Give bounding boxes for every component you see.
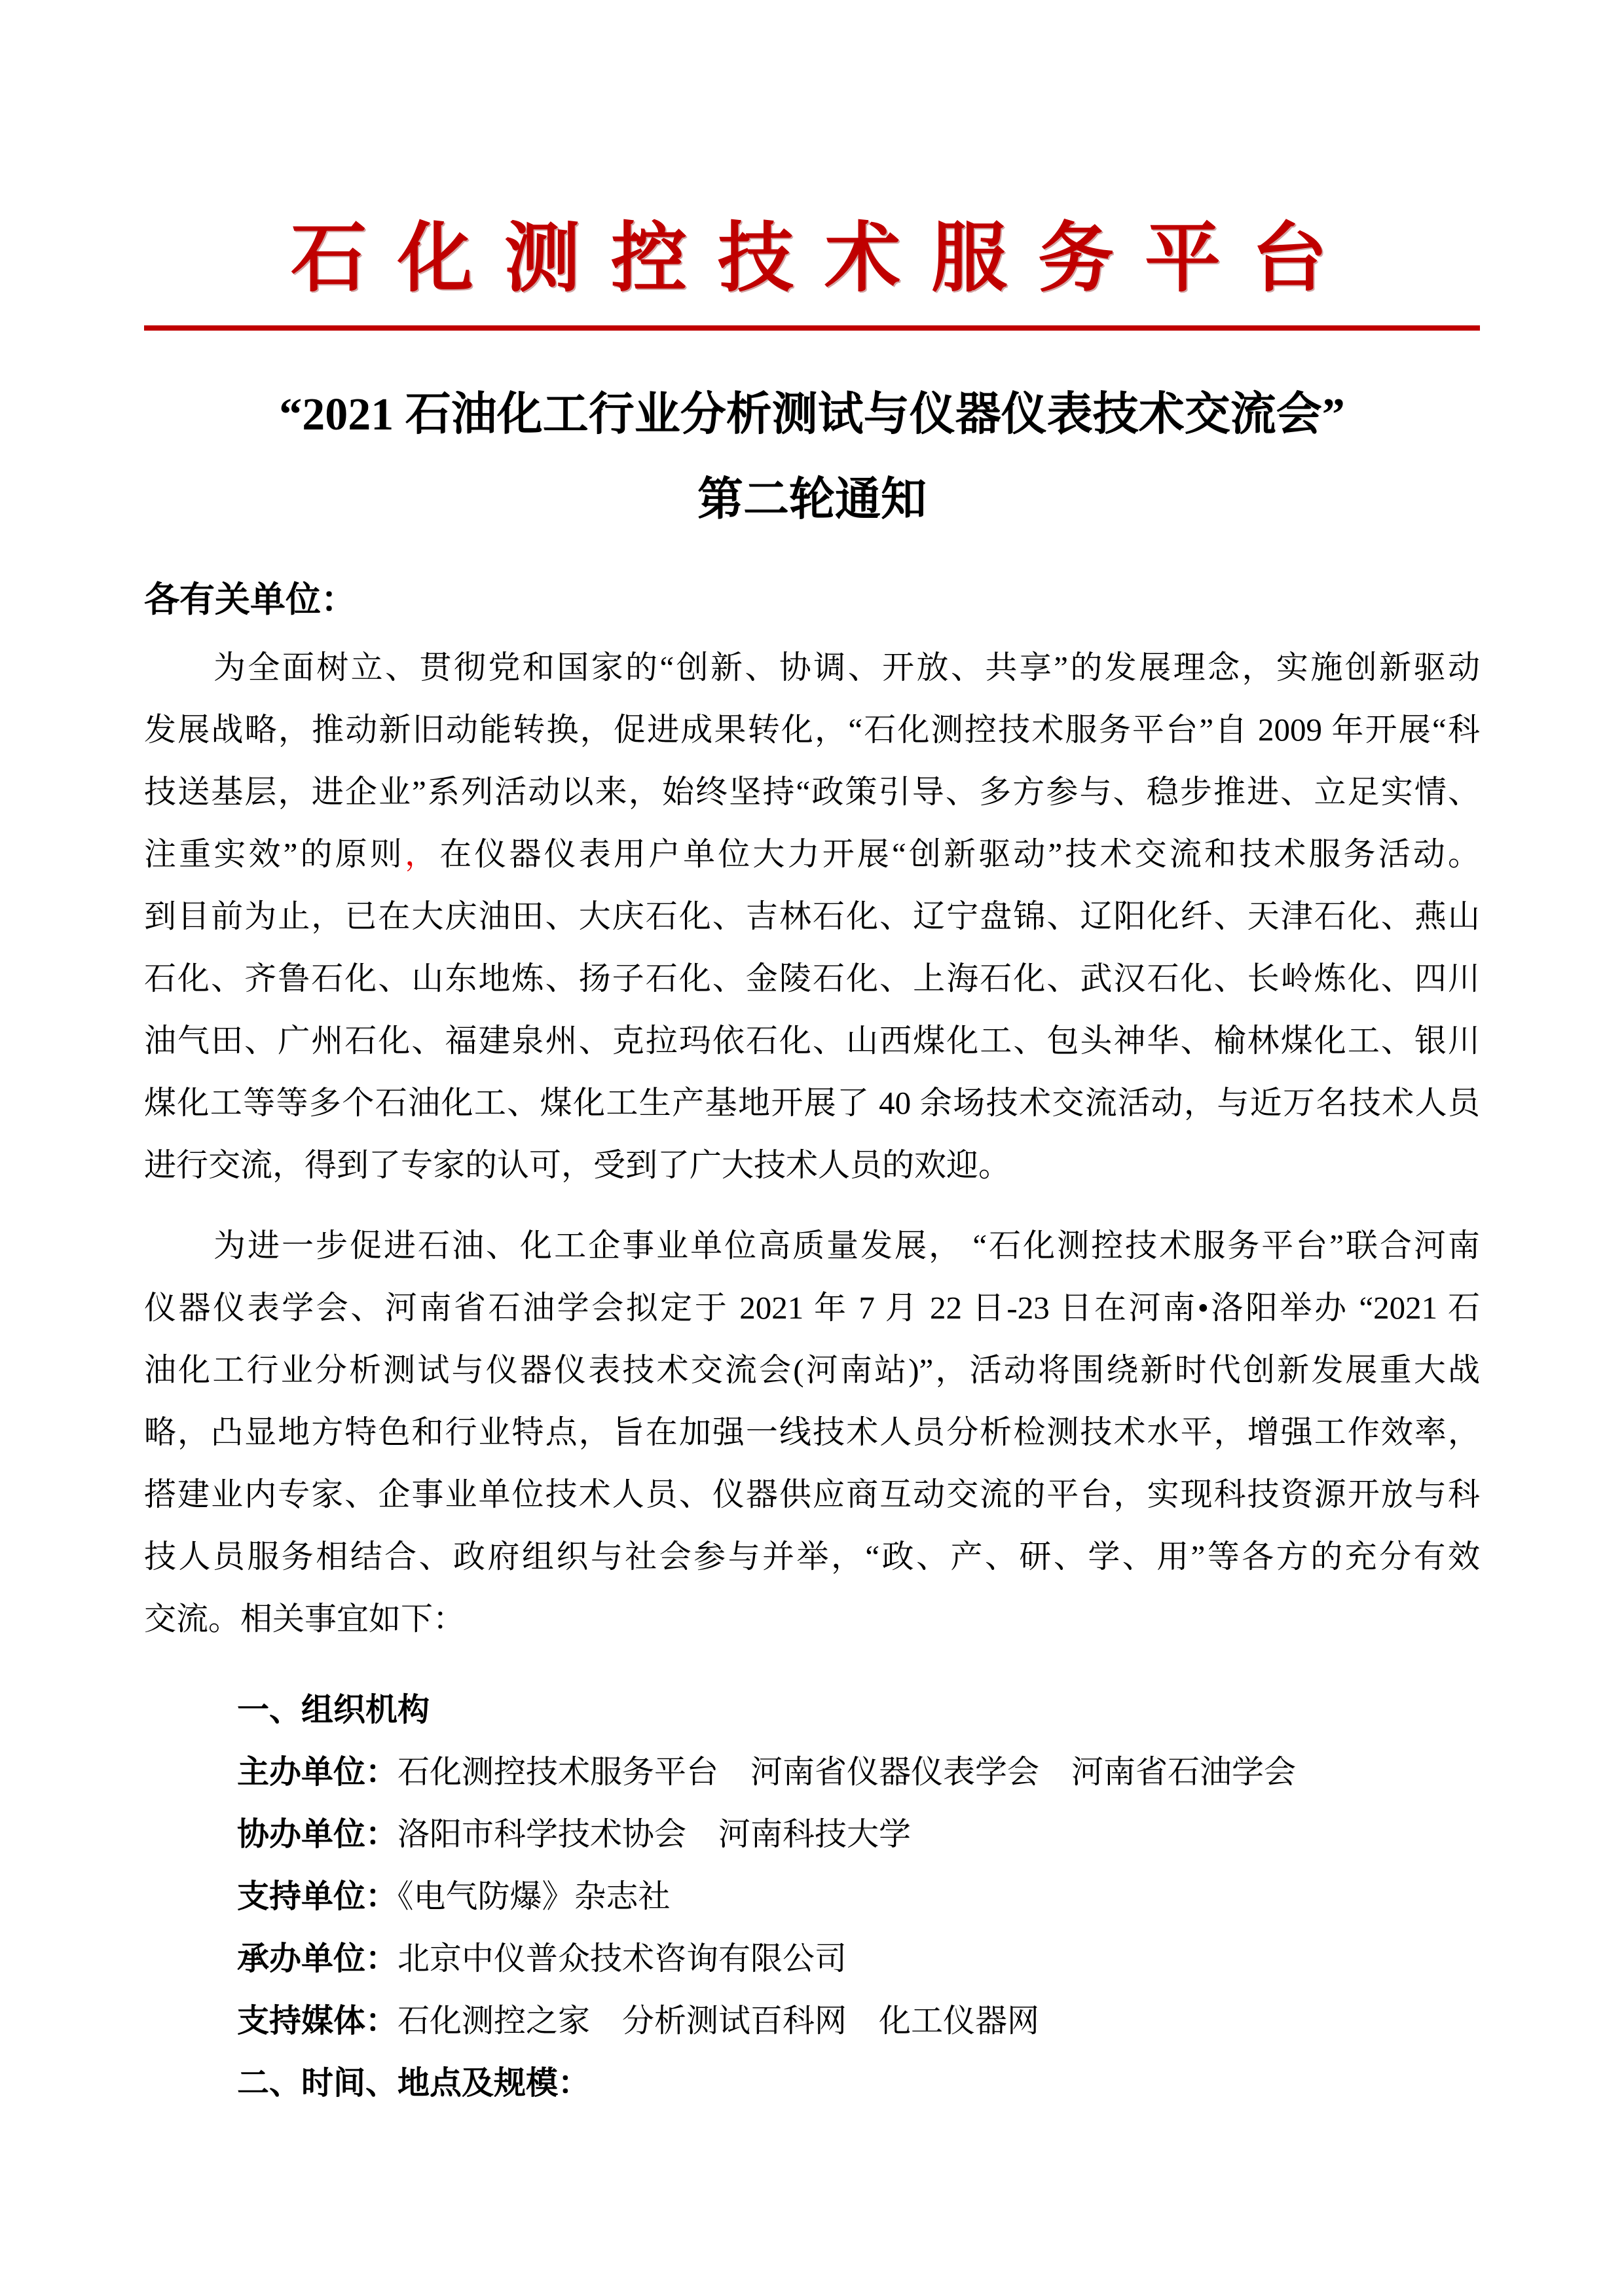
org-label: 支持单位： (237, 1878, 398, 1914)
body-line-segment: 在仪器仪表用户单位大力开展“创新驱动”技术交流和技术服务活动。 (439, 835, 1481, 872)
notice-title-line-1: “2021 石油化工行业分析测试与仪器仪表技术交流会” (279, 390, 1345, 441)
red-comma: ， (404, 835, 440, 872)
document-body (144, 373, 1480, 2113)
section-1-heading: 一、组织机构 (237, 1691, 430, 1728)
organization-section (237, 1679, 1480, 2114)
body-line: 石化、齐鲁石化、山东地炼、扬子石化、金陵石化、上海石化、武汉石化、长岭炼化、四川 (144, 960, 1480, 996)
body-line: 发展战略，推动新旧动能转换，促进成果转化，“石化测控技术服务平台”自 2009 年开展“科 (144, 711, 1480, 748)
body-line: 交流。相关事宜如下： (144, 1600, 466, 1637)
org-value: 石化测控之家 分析测试百科网 化工仪器网 (397, 2002, 1040, 2039)
org-value: 《电气防爆》杂志社 (397, 1878, 671, 1914)
body-line: 油化工行业分析测试与仪器仪表技术交流会(河南站)”，活动将围绕新时代创新发展重大战 (144, 1351, 1480, 1388)
org-value: 石化测控技术服务平台 河南省仪器仪表学会 河南省石油学会 (397, 1753, 1297, 1790)
notice-title-line-2: 第二轮通知 (697, 475, 927, 526)
body-line: 仪器仪表学会、河南省石油学会拟定于 2021 年 7 月 22 日-23 日在河南•洛阳举办 “2021 石 (144, 1289, 1480, 1326)
org-row-host (237, 1741, 1480, 1803)
letterhead-title: 石 化 测 控 技 术 服 务 平 台 (291, 217, 1333, 301)
body-line: 技送基层，进企业”系列活动以来，始终坚持“政策引导、多方参与、稳步推进、立足实情、 (144, 773, 1480, 810)
letterhead (0, 216, 1624, 331)
salutation: 各有关单位： (144, 580, 356, 620)
org-row-undertaker (237, 1927, 1480, 1990)
org-label: 主办单位： (237, 1753, 398, 1790)
body-line: 到目前为止，已在大庆油田、大庆石化、吉林石化、辽宁盘锦、辽阳化纤、天津石化、燕山 (144, 898, 1480, 934)
body-line: 略，凸显地方特色和行业特点，旨在加强一线技术人员分析检测技术水平，增强工作效率， (144, 1413, 1480, 1450)
body-line: 技人员服务相结合、政府组织与社会参与并举，“政、产、研、学、用”等各方的充分有效 (144, 1538, 1480, 1575)
paragraph-2 (144, 1214, 1480, 1650)
org-value: 北京中仪普众技术咨询有限公司 (397, 1940, 847, 1977)
body-line-segment: 注重实效”的原则 (144, 835, 405, 872)
letterhead-rule (144, 325, 1480, 331)
org-value: 洛阳市科学技术协会 河南科技大学 (397, 1815, 912, 1852)
org-label: 支持媒体： (237, 2002, 398, 2039)
body-line: 为全面树立、贯彻党和国家的“创新、协调、开放、共享”的发展理念，实施创新驱动 (213, 649, 1480, 685)
paragraph-1 (144, 636, 1480, 1196)
body-line: 搭建业内专家、企事业单位技术人员、仪器供应商互动交流的平台，实现科技资源开放与科 (144, 1476, 1480, 1512)
org-row-supporting-media (237, 1990, 1480, 2052)
body-line (144, 823, 1480, 885)
body-line: 为进一步促进石油、化工企事业单位高质量发展， “石化测控技术服务平台”联合河南 (213, 1227, 1480, 1264)
org-row-coorganizer (237, 1803, 1480, 1865)
body-line: 进行交流，得到了专家的认可，受到了广大技术人员的欢迎。 (144, 1146, 1011, 1183)
body-line: 煤化工等等多个石油化工、煤化工生产基地开展了 40 余场技术交流活动，与近万名技术人员 (144, 1084, 1480, 1121)
org-row-supporting-unit (237, 1865, 1480, 1927)
body-line: 油气田、广州石化、福建泉州、克拉玛依石化、山西煤化工、包头神华、榆林煤化工、银川 (144, 1022, 1480, 1059)
section-2-heading: 二、时间、地点及规模： (237, 2064, 591, 2101)
org-label: 承办单位： (237, 1940, 398, 1977)
notice-title (144, 373, 1480, 543)
org-label: 协办单位： (237, 1815, 398, 1852)
